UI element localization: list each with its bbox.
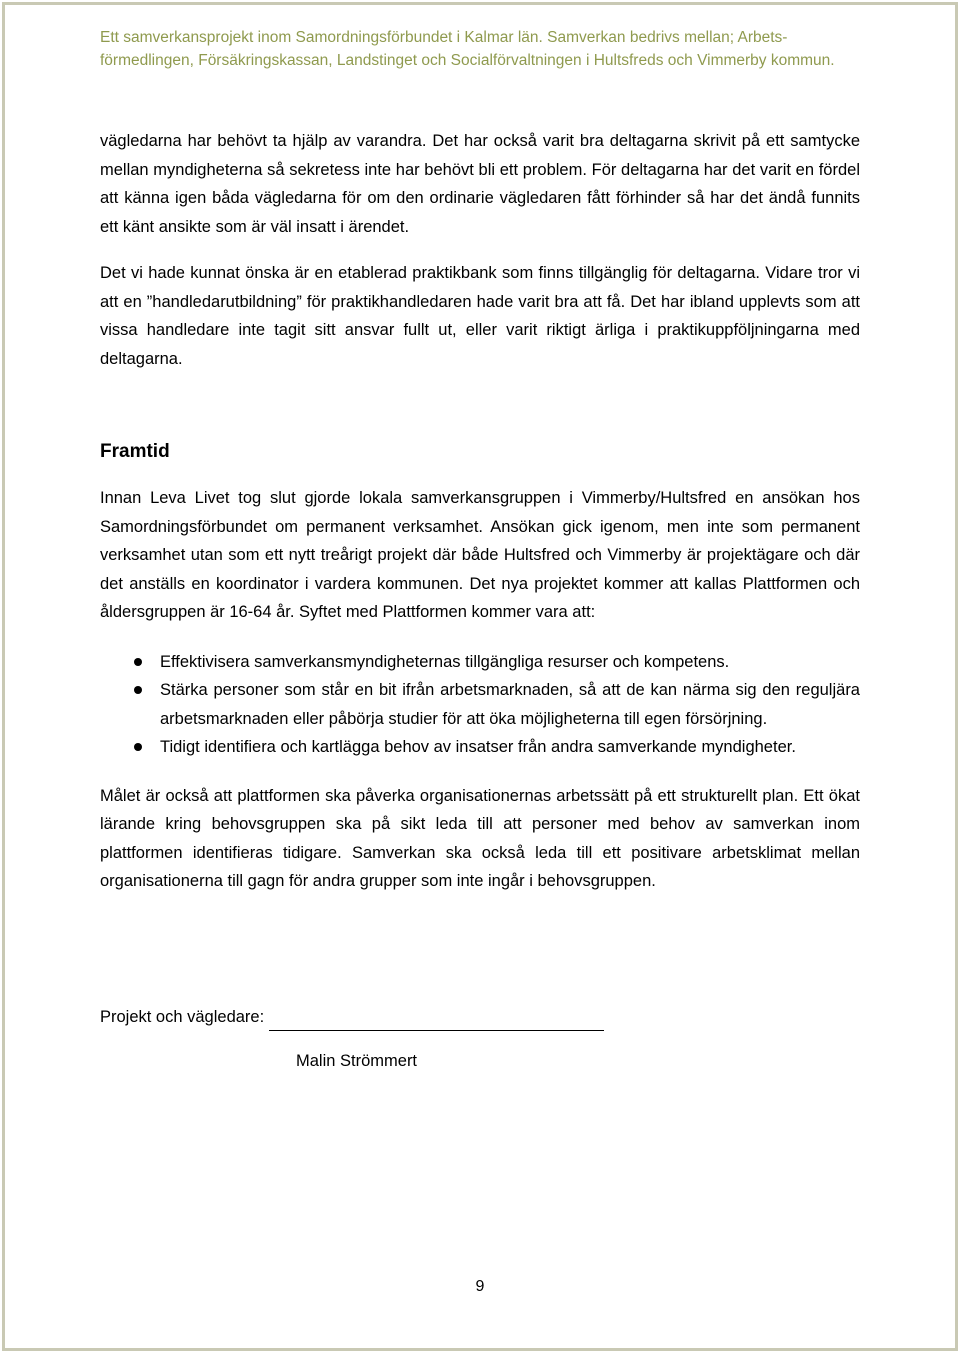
bullet-icon — [134, 743, 142, 751]
signature-label: Projekt och vägledare: — [100, 1007, 265, 1026]
signature-name: Malin Strömmert — [296, 1051, 418, 1070]
page-content — [100, 127, 860, 1075]
bullet-list — [100, 648, 860, 762]
page-header — [100, 26, 880, 72]
paragraph-2: Det vi hade kunnat önska är en etablerad praktikbank som finns tillgänglig för deltagarna. Vidare tror vi att en ”handledarutbildning” för praktikhandledaren hade varit bra att få. Det har ibland upplevts som att vissa handledare inte tagit sitt ansvar fullt ut, eller varit riktigt ärliga i praktikuppföljningarna med deltagarna. — [100, 264, 860, 368]
paragraph-1: vägledarna har behövt ta hjälp av varandra. Det har också varit bra deltagarna skrivit på ett samtycke mellan myndigheterna så sekretess inte har behövt bli ett problem. För deltagarna har det varit en fördel att känna igen båda vägledarna för om den ordinarie vägledaren fått förhinder så har det ändå funnits ett känt ansikte som är väl insatt i ärendet. — [100, 132, 860, 236]
section-heading-framtid: Framtid — [100, 441, 170, 462]
page-number: 9 — [475, 1278, 485, 1295]
bullet-item — [100, 676, 860, 733]
bullet-icon — [134, 658, 142, 666]
bullet-text: Effektivisera samverkansmyndigheternas tillgängliga resurser och kompetens. — [160, 652, 730, 671]
header-line-2: förmedlingen, Försäkringskassan, Landstinget och Socialförvaltningen i Hultsfreds och Vimmerby kommun. — [100, 52, 835, 69]
bullet-icon — [134, 686, 142, 694]
bullet-item — [100, 648, 860, 677]
header-line-1: Ett samverkansprojekt inom Samordningsförbundet i Kalmar län. Samverkan bedrivs mellan; Arbets- — [100, 29, 788, 46]
signature-line — [100, 1003, 860, 1031]
bullet-item — [100, 733, 860, 762]
bullet-text: Tidigt identifiera och kartlägga behov av insatser från andra samverkande myndigheter. — [160, 738, 796, 756]
paragraph-4: Målet är också att plattformen ska påverka organisationernas arbetssätt på ett strukturellt plan. Ett ökat lärande kring behovsgruppen ska på sikt leda till att personer med behov av samverkan inom plattformen identifieras tidigare. Samverkan ska också leda till ett positivare arbetsklimat mellan organisationerna till gagn för andra grupper som inte ingår i behovsgruppen. — [100, 786, 860, 890]
bullet-text: Stärka personer som står en bit ifrån arbetsmarknaden, så att de kan närma sig den reguljära arbetsmarknaden eller påbörja studier för att öka möjligheterna till egen försörjning. — [160, 681, 860, 728]
paragraph-3: Innan Leva Livet tog slut gjorde lokala samverkansgruppen i Vimmerby/Hultsfred en ansökan hos Samordningsförbundet om permanent verksamhet. Ansökan gick igenom, men inte som permanent verksamhet utan som ett nytt treårigt projekt där både Hultsfred och Vimmerby är projektägare och där det anställs en koordinator i vardera kommunen. Det nya projektet kommer att kallas Plattformen och åldersgruppen är 16-64 år. Syftet med Plattformen kommer vara att: — [100, 489, 860, 621]
signature-rule — [269, 1010, 604, 1031]
